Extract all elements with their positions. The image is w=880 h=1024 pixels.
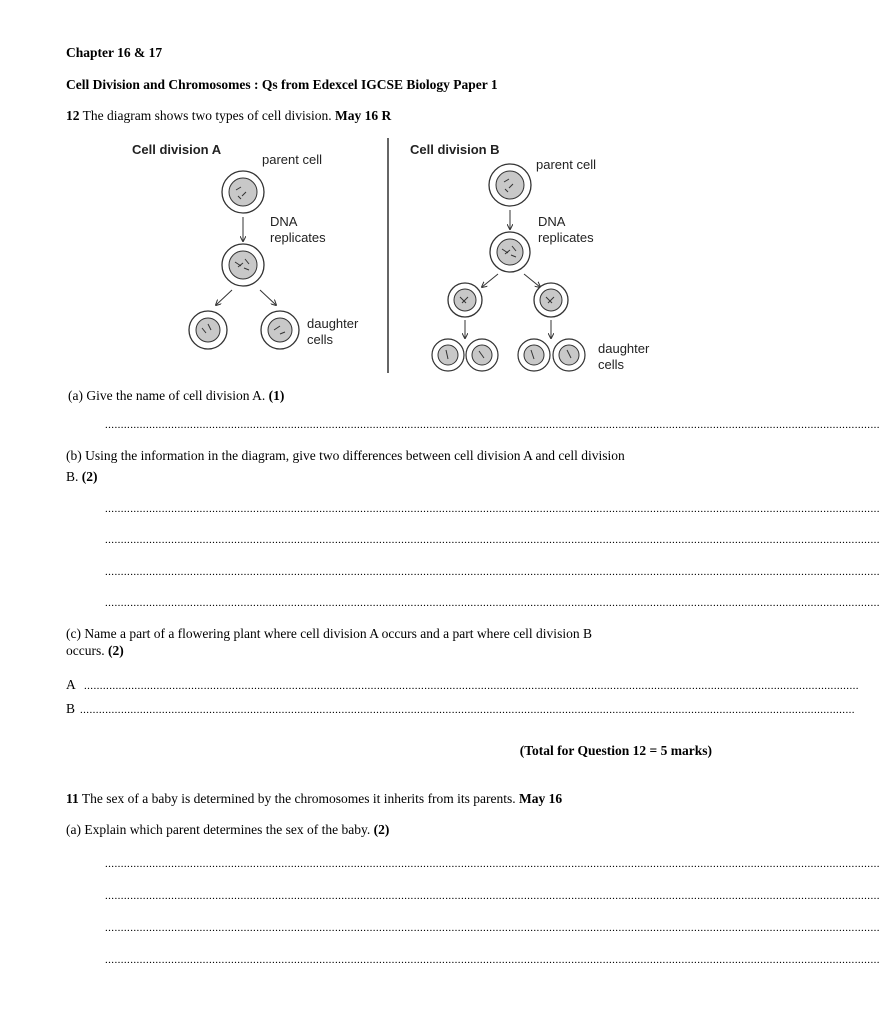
- q12b-text-line1: (b) Using the information in the diagram, give two differences between cell division A and cell division: [66, 448, 625, 463]
- cell-division-a: [189, 152, 359, 349]
- answer-line-q12b-2[interactable]: ......................................................................................................................................................................................................................................................: [105, 534, 880, 546]
- answer-line-q12c-b[interactable]: ......................................................................................................................................................................................................................................................: [80, 704, 855, 716]
- answer-line-q11a-2[interactable]: ......................................................................................................................................................................................................................................................: [105, 890, 880, 902]
- diagram-a-title: Cell division A: [132, 142, 222, 157]
- q11-stem-text: The sex of a baby is determined by the chromosomes it inherits from its parents.: [78, 791, 520, 806]
- answer-line-q11a-4[interactable]: ......................................................................................................................................................................................................................................................: [105, 954, 880, 966]
- worksheet-subtitle: Cell Division and Chromosomes : Qs from Edexcel IGCSE Biology Paper 1: [66, 77, 498, 92]
- replicates-label-b: replicates: [538, 230, 594, 245]
- answer-line-q12b-4[interactable]: ......................................................................................................................................................................................................................................................: [105, 597, 880, 609]
- diagram-b-title: Cell division B: [410, 142, 500, 157]
- cell-division-b: [432, 157, 650, 372]
- parent-cell-label-a: parent cell: [262, 152, 322, 167]
- q12b-marks: (2): [81, 469, 98, 484]
- q12c-label-a: A: [66, 677, 76, 692]
- q12-source: May 16 R: [334, 108, 392, 123]
- cells-label-b: cells: [598, 357, 625, 372]
- q12-number: 12: [66, 108, 80, 123]
- q12b-text-line2: B. (2): [66, 469, 98, 484]
- q11a-marks: (2): [373, 822, 390, 837]
- answer-line-q12b-3[interactable]: ......................................................................................................................................................................................................................................................: [105, 566, 880, 578]
- parent-cell-label-b: parent cell: [536, 157, 596, 172]
- q12c-marks: (2): [107, 643, 124, 658]
- q12c-text-line2: occurs. (2): [66, 643, 124, 658]
- q12a-text: (a) Give the name of cell division A. (1): [68, 388, 285, 403]
- answer-line-q12b-1[interactable]: ......................................................................................................................................................................................................................................................: [105, 503, 880, 515]
- cells-label-a: cells: [307, 332, 334, 347]
- cell-division-diagram: [0, 0, 768, 390]
- daughter-label-b: daughter: [598, 341, 650, 356]
- q12-total: (Total for Question 12 = 5 marks): [519, 743, 712, 758]
- dna-label-b: DNA: [538, 214, 566, 229]
- q11-number: 11: [66, 791, 79, 806]
- q12c-text-line1: (c) Name a part of a flowering plant where cell division A occurs and a part where cell division B: [66, 626, 592, 641]
- q11a-text: (a) Explain which parent determines the sex of the baby. (2): [66, 822, 390, 837]
- q12a-marks: (1): [268, 388, 285, 403]
- answer-line-q11a-3[interactable]: ......................................................................................................................................................................................................................................................: [105, 922, 880, 934]
- answer-line-q11a-1[interactable]: ......................................................................................................................................................................................................................................................: [105, 858, 880, 870]
- q12c-label-b: B: [66, 701, 76, 716]
- q11-stem: [66, 791, 562, 807]
- answer-line-q12a[interactable]: ......................................................................................................................................................................................................................................................: [105, 419, 880, 431]
- chapter-heading: Chapter 16 & 17: [66, 45, 163, 60]
- replicates-label-a: replicates: [270, 230, 326, 245]
- q11-source: May 16: [519, 791, 563, 806]
- q12-stem-text: The diagram shows two types of cell division.: [79, 108, 335, 123]
- answer-line-q12c-a[interactable]: ......................................................................................................................................................................................................................................................: [84, 680, 859, 692]
- daughter-label-a: daughter: [307, 316, 359, 331]
- dna-label-a: DNA: [270, 214, 298, 229]
